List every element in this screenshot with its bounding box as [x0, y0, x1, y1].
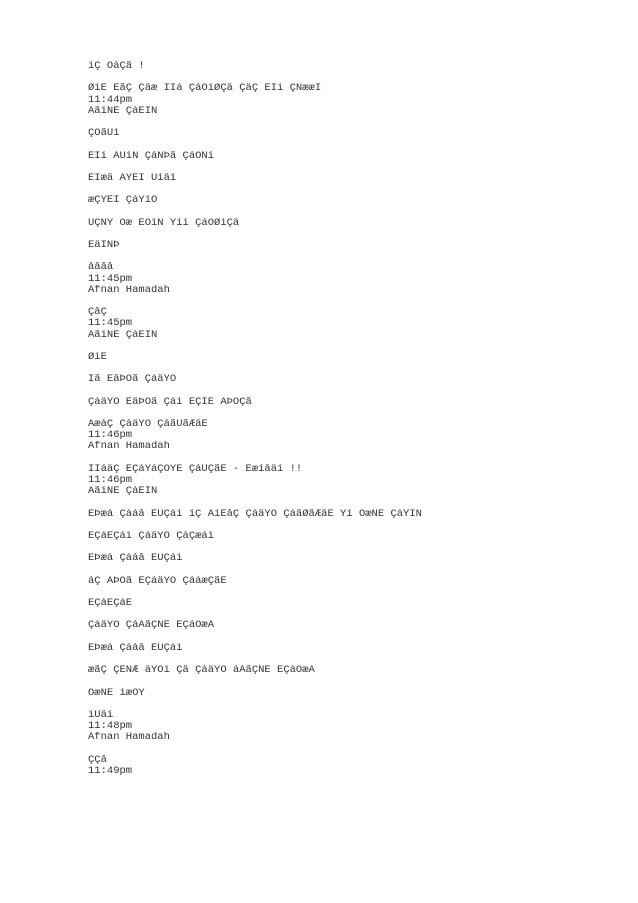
blank-line [88, 609, 608, 620]
blank-line [88, 229, 608, 240]
message-line: ÇÓãÚí [88, 128, 120, 140]
blank-line [88, 139, 608, 150]
message-line: ÈäÎÑÞ [88, 240, 120, 251]
blank-line [88, 632, 608, 643]
blank-line [88, 743, 608, 754]
message-line: ÈÞæá Çááå ÊÚÇáì [88, 642, 183, 654]
sender-name: ÂãíÑÉ ÇáÈÏÑ [88, 486, 158, 498]
message-line: ÈÞæá Çááå ÊÚÇáì íÇ ÃíÊåÇ ÇáäÝÓ ÇáãØãÆäÉ Ýí ÓæÑÉ ÇáÝÌÑ [88, 508, 422, 520]
blank-line [88, 385, 608, 396]
blank-line [88, 341, 608, 352]
blank-line [88, 587, 608, 598]
message-line: ÇáäÝÓ ÇáÃãÇÑÉ ÈÇáÓæÁ [88, 620, 215, 632]
blank-line [88, 251, 608, 262]
message-line: ÈÏí ÃÚíÑ ÇáÑÞã ÇáÓÑí [88, 150, 215, 162]
timestamp: 11:46pm [88, 430, 133, 442]
message-line: ÏÎáäÇ ÈÇáÝáÇÓÝÉ ÇáÚÇãÉ - Èæíåäí !! [88, 463, 303, 475]
timestamp: 11:44pm [88, 94, 133, 106]
timestamp: 11:49pm [88, 765, 133, 777]
blank-line [88, 408, 608, 419]
blank-line [88, 654, 608, 665]
message-line: ÓæÑÉ íæÓÝ [88, 687, 145, 699]
message-line: ØíÈ [88, 351, 107, 363]
message-line: æãÇ ÇÈÑÆ äÝÓí Çä ÇáäÝÓ áÃãÇÑÉ ÈÇáÓæÁ [88, 665, 315, 677]
message-line: íÚäí [88, 709, 114, 721]
blank-line [88, 497, 608, 508]
sender-name: Afnan Hamadah [88, 441, 170, 453]
sender-name: ÂãíÑÉ ÇáÈÏÑ [88, 105, 158, 117]
blank-line [88, 699, 608, 710]
message-line: íÇ ÓáÇã ! [88, 61, 145, 72]
chat-transcript [88, 61, 608, 777]
blank-line [88, 117, 608, 128]
message-line: ÚÇÑÝ Ôæ ÈÕíÑ Ýíí ÇáÔØíÇä [88, 217, 240, 229]
blank-line [88, 206, 608, 217]
blank-line [88, 363, 608, 374]
message-line: ÈÇáËÇáË [88, 598, 133, 609]
message-line: ÈÇáÊÇáí ÇáäÝÓ ÇáÇæáì [88, 530, 215, 542]
sender-name: Afnan Hamadah [88, 732, 170, 744]
blank-line [88, 676, 608, 687]
blank-line [88, 162, 608, 173]
blank-line [88, 453, 608, 464]
message-line: ÈÞæá Çááå ÊÚÇáì [88, 553, 183, 565]
message-line: æÇÝÈÎ ÇáÝíÓ [88, 195, 158, 207]
message-line: ÇåÇ [88, 307, 107, 319]
sender-name: Afnan Hamadah [88, 284, 170, 296]
message-line: ØíÈ ÈãÇ Çäæ ÏÎá ÇáÔíØÇä ÇäÇ ÈÏí ÇÑææÍ [88, 83, 322, 95]
message-line: ÇáäÝÓ ÊäÞÔã Çáí ÈÇÌÉ ÃÞÓÇã [88, 396, 252, 408]
sender-name: ÂãíÑÉ ÇáÈÏÑ [88, 329, 158, 341]
blank-line [88, 564, 608, 575]
timestamp: 11:48pm [88, 721, 133, 733]
message-line: ÇÇå [88, 754, 107, 766]
message-line: Ïã ÊäÞÔã ÇáäÝÓ [88, 374, 177, 386]
timestamp: 11:45pm [88, 273, 133, 285]
message-line: åååå [88, 262, 114, 274]
timestamp: 11:46pm [88, 474, 133, 486]
blank-line [88, 542, 608, 553]
message-line: áÇ ÃÞÓã ÈÇáäÝÓ ÇááæÇãÉ [88, 575, 227, 587]
blank-line [88, 184, 608, 195]
blank-line [88, 296, 608, 307]
message-line: ÃæáÇ ÇáäÝÓ ÇáãÚãÆäÉ [88, 419, 208, 430]
timestamp: 11:45pm [88, 318, 133, 330]
blank-line [88, 72, 608, 83]
blank-line [88, 520, 608, 531]
message-line: ÈÎæä ÃÝÈÎ Úíäí [88, 172, 177, 184]
